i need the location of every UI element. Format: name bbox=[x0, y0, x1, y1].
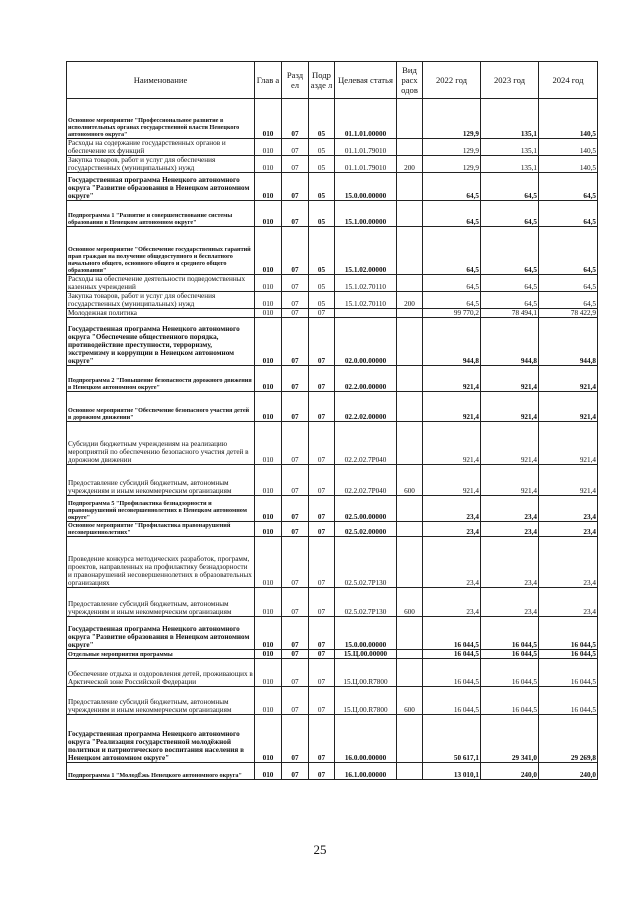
row-vid bbox=[397, 201, 423, 227]
row-value-2023: 23,4 bbox=[481, 588, 539, 617]
row-name: Проведение конкурса методических разработок, программ, проектов, направленных на профилактику безнадзорности и правонарушений несовершеннолетних в образовательных организациях bbox=[67, 537, 255, 588]
page-number: 25 bbox=[313, 842, 327, 857]
header-glava: Глав а bbox=[255, 62, 282, 99]
row-value-2023: 240,0 bbox=[481, 763, 539, 780]
row-podrazdel: 07 bbox=[309, 617, 335, 650]
row-vid bbox=[397, 392, 423, 422]
row-razdel: 07 bbox=[282, 465, 309, 496]
row-target-code: 15.Ц.00.R7800 bbox=[335, 687, 397, 715]
row-target-code: 01.1.01.79010 bbox=[335, 156, 397, 173]
row-value-2024: 921,4 bbox=[539, 366, 598, 392]
table-row bbox=[67, 422, 598, 465]
row-podrazdel: 05 bbox=[309, 156, 335, 173]
row-target-code: 15.Ц.00.R7800 bbox=[335, 659, 397, 687]
row-podrazdel: 05 bbox=[309, 275, 335, 292]
row-target-code: 02.5.02.7Р130 bbox=[335, 588, 397, 617]
row-name: Закупка товаров, работ и услуг для обеспечения государственных (муниципальных) нужд bbox=[67, 156, 255, 173]
row-podrazdel: 07 bbox=[309, 659, 335, 687]
row-target-code bbox=[335, 309, 397, 318]
table-row bbox=[67, 99, 598, 139]
table-row bbox=[67, 650, 598, 659]
row-glava: 010 bbox=[255, 201, 282, 227]
row-value-2024: 140,5 bbox=[539, 99, 598, 139]
row-value-2023: 16 044,5 bbox=[481, 617, 539, 650]
row-value-2022: 99 770,2 bbox=[423, 309, 481, 318]
row-glava: 010 bbox=[255, 687, 282, 715]
row-name: Основное мероприятие "Обеспечение безопасного участия детей в дорожном движении" bbox=[67, 392, 255, 422]
row-razdel: 07 bbox=[282, 659, 309, 687]
row-name: Основное мероприятие "Профессиональное развитие в исполнительных органах государственной власти Ненецкого автономного округа" bbox=[67, 99, 255, 139]
row-value-2023: 64,5 bbox=[481, 292, 539, 309]
row-razdel: 07 bbox=[282, 309, 309, 318]
row-value-2024: 64,5 bbox=[539, 292, 598, 309]
row-name: Расходы на обеспечение деятельности подведомственных казенных учреждений bbox=[67, 275, 255, 292]
budget-table-sheet bbox=[66, 61, 597, 780]
row-target-code: 16.0.00.00000 bbox=[335, 715, 397, 763]
table-row bbox=[67, 227, 598, 275]
row-glava: 010 bbox=[255, 763, 282, 780]
table-row bbox=[67, 588, 598, 617]
row-value-2022: 921,4 bbox=[423, 465, 481, 496]
row-vid bbox=[397, 318, 423, 366]
row-target-code: 02.2.00.00000 bbox=[335, 366, 397, 392]
row-value-2024: 29 269,8 bbox=[539, 715, 598, 763]
row-podrazdel: 07 bbox=[309, 422, 335, 465]
row-glava: 010 bbox=[255, 173, 282, 201]
table-row bbox=[67, 156, 598, 173]
row-vid: 200 bbox=[397, 292, 423, 309]
row-value-2023: 921,4 bbox=[481, 422, 539, 465]
row-value-2024: 944,8 bbox=[539, 318, 598, 366]
row-razdel: 07 bbox=[282, 318, 309, 366]
row-value-2023: 16 044,5 bbox=[481, 659, 539, 687]
table-row bbox=[67, 465, 598, 496]
row-target-code: 02.0.00.00000 bbox=[335, 318, 397, 366]
row-value-2024: 16 044,5 bbox=[539, 650, 598, 659]
row-value-2024: 64,5 bbox=[539, 201, 598, 227]
row-glava: 010 bbox=[255, 496, 282, 522]
header-2022: 2022 год bbox=[423, 62, 481, 99]
row-value-2023: 16 044,5 bbox=[481, 650, 539, 659]
row-podrazdel: 05 bbox=[309, 139, 335, 156]
header-target: Целевая статья bbox=[335, 62, 397, 99]
row-razdel: 07 bbox=[282, 422, 309, 465]
row-podrazdel: 07 bbox=[309, 465, 335, 496]
row-podrazdel: 07 bbox=[309, 687, 335, 715]
row-value-2022: 64,5 bbox=[423, 173, 481, 201]
row-podrazdel: 07 bbox=[309, 522, 335, 537]
row-razdel: 07 bbox=[282, 763, 309, 780]
row-value-2024: 140,5 bbox=[539, 156, 598, 173]
table-row bbox=[67, 309, 598, 318]
row-value-2023: 135,1 bbox=[481, 156, 539, 173]
table-row bbox=[67, 392, 598, 422]
row-podrazdel: 05 bbox=[309, 99, 335, 139]
row-podrazdel: 07 bbox=[309, 588, 335, 617]
row-value-2022: 129,9 bbox=[423, 156, 481, 173]
table-row bbox=[67, 537, 598, 588]
table-row bbox=[67, 173, 598, 201]
row-value-2022: 16 044,5 bbox=[423, 687, 481, 715]
row-value-2022: 129,9 bbox=[423, 99, 481, 139]
row-razdel: 07 bbox=[282, 392, 309, 422]
row-podrazdel: 07 bbox=[309, 537, 335, 588]
row-target-code: 02.5.02.7Р130 bbox=[335, 537, 397, 588]
row-value-2023: 23,4 bbox=[481, 522, 539, 537]
budget-table bbox=[66, 61, 598, 780]
row-glava: 010 bbox=[255, 465, 282, 496]
row-glava: 010 bbox=[255, 650, 282, 659]
row-value-2022: 13 010,1 bbox=[423, 763, 481, 780]
row-name: Молодежная политика bbox=[67, 309, 255, 318]
table-row bbox=[67, 522, 598, 537]
row-value-2022: 64,5 bbox=[423, 275, 481, 292]
row-glava: 010 bbox=[255, 715, 282, 763]
row-vid: 600 bbox=[397, 588, 423, 617]
row-value-2023: 23,4 bbox=[481, 537, 539, 588]
row-value-2024: 23,4 bbox=[539, 588, 598, 617]
row-name: Подпрограмма 1 "МолодЁжь Ненецкого автономного округа" bbox=[67, 763, 255, 780]
table-row bbox=[67, 617, 598, 650]
row-value-2022: 944,8 bbox=[423, 318, 481, 366]
row-glava: 010 bbox=[255, 99, 282, 139]
row-value-2024: 78 422,9 bbox=[539, 309, 598, 318]
row-razdel: 07 bbox=[282, 617, 309, 650]
table-row bbox=[67, 763, 598, 780]
row-name: Основное мероприятие "Профилактика правонарушений несовершеннолетних" bbox=[67, 522, 255, 537]
row-glava: 010 bbox=[255, 422, 282, 465]
row-value-2024: 16 044,5 bbox=[539, 659, 598, 687]
row-value-2022: 16 044,5 bbox=[423, 650, 481, 659]
row-target-code: 15.1.00.00000 bbox=[335, 201, 397, 227]
row-value-2022: 50 617,1 bbox=[423, 715, 481, 763]
row-vid bbox=[397, 309, 423, 318]
row-vid bbox=[397, 659, 423, 687]
row-name: Закупка товаров, работ и услуг для обеспечения государственных (муниципальных) нужд bbox=[67, 292, 255, 309]
row-target-code: 15.Ц.00.00000 bbox=[335, 650, 397, 659]
row-vid bbox=[397, 522, 423, 537]
row-name: Подпрограмма 5 "Профилактика безнадзорности и правонарушений несовершеннолетних в Ненецком автономном округе" bbox=[67, 496, 255, 522]
row-vid: 200 bbox=[397, 156, 423, 173]
row-value-2023: 921,4 bbox=[481, 392, 539, 422]
header-2023: 2023 год bbox=[481, 62, 539, 99]
row-vid bbox=[397, 422, 423, 465]
row-razdel: 07 bbox=[282, 156, 309, 173]
table-row bbox=[67, 275, 598, 292]
row-value-2022: 23,4 bbox=[423, 588, 481, 617]
row-value-2024: 921,4 bbox=[539, 422, 598, 465]
row-name: Предоставление субсидий бюджетным, автономным учреждениям и иным некоммерческим организациям bbox=[67, 687, 255, 715]
row-glava: 010 bbox=[255, 588, 282, 617]
row-name: Предоставление субсидий бюджетным, автономным учреждениям и иным некоммерческим организациям bbox=[67, 588, 255, 617]
row-target-code: 15.1.02.70110 bbox=[335, 292, 397, 309]
row-value-2023: 921,4 bbox=[481, 465, 539, 496]
row-target-code: 15.0.00.00000 bbox=[335, 617, 397, 650]
row-razdel: 07 bbox=[282, 173, 309, 201]
row-vid bbox=[397, 537, 423, 588]
row-target-code: 02.2.02.7Р040 bbox=[335, 422, 397, 465]
row-value-2022: 921,4 bbox=[423, 366, 481, 392]
row-value-2024: 240,0 bbox=[539, 763, 598, 780]
row-razdel: 07 bbox=[282, 227, 309, 275]
row-name: Предоставление субсидий бюджетным, автономным учреждениям и иным некоммерческим организациям bbox=[67, 465, 255, 496]
row-razdel: 07 bbox=[282, 715, 309, 763]
row-razdel: 07 bbox=[282, 496, 309, 522]
row-value-2022: 64,5 bbox=[423, 292, 481, 309]
table-row bbox=[67, 659, 598, 687]
row-razdel: 07 bbox=[282, 537, 309, 588]
header-2024: 2024 год bbox=[539, 62, 598, 99]
row-value-2022: 64,5 bbox=[423, 227, 481, 275]
row-value-2024: 64,5 bbox=[539, 275, 598, 292]
row-razdel: 07 bbox=[282, 275, 309, 292]
row-vid bbox=[397, 173, 423, 201]
row-glava: 010 bbox=[255, 309, 282, 318]
row-value-2023: 23,4 bbox=[481, 496, 539, 522]
row-razdel: 07 bbox=[282, 366, 309, 392]
row-target-code: 01.1.01.79010 bbox=[335, 139, 397, 156]
row-name: Государственная программа Ненецкого автономного округа "Развитие образования в Ненецком автономном округе" bbox=[67, 173, 255, 201]
table-row bbox=[67, 318, 598, 366]
header-razdel: Разд ел bbox=[282, 62, 309, 99]
table-body bbox=[67, 99, 598, 780]
row-value-2023: 16 044,5 bbox=[481, 687, 539, 715]
row-value-2024: 23,4 bbox=[539, 537, 598, 588]
row-value-2023: 135,1 bbox=[481, 99, 539, 139]
table-row bbox=[67, 201, 598, 227]
row-podrazdel: 07 bbox=[309, 650, 335, 659]
table-row bbox=[67, 139, 598, 156]
row-value-2024: 16 044,5 bbox=[539, 687, 598, 715]
row-value-2024: 23,4 bbox=[539, 522, 598, 537]
row-podrazdel: 05 bbox=[309, 201, 335, 227]
header-podrazdel: Подр азде л bbox=[309, 62, 335, 99]
row-podrazdel: 05 bbox=[309, 292, 335, 309]
row-target-code: 01.1.01.00000 bbox=[335, 99, 397, 139]
row-value-2024: 16 044,5 bbox=[539, 617, 598, 650]
row-glava: 010 bbox=[255, 156, 282, 173]
row-value-2022: 16 044,5 bbox=[423, 659, 481, 687]
row-glava: 010 bbox=[255, 522, 282, 537]
row-glava: 010 bbox=[255, 366, 282, 392]
row-podrazdel: 07 bbox=[309, 366, 335, 392]
row-razdel: 07 bbox=[282, 292, 309, 309]
row-target-code: 02.5.02.00000 bbox=[335, 522, 397, 537]
row-value-2022: 23,4 bbox=[423, 537, 481, 588]
row-razdel: 07 bbox=[282, 687, 309, 715]
table-row bbox=[67, 687, 598, 715]
row-value-2022: 129,9 bbox=[423, 139, 481, 156]
row-value-2023: 64,5 bbox=[481, 275, 539, 292]
row-target-code: 15.1.02.00000 bbox=[335, 227, 397, 275]
row-target-code: 02.2.02.7Р040 bbox=[335, 465, 397, 496]
row-value-2023: 78 494,1 bbox=[481, 309, 539, 318]
row-value-2022: 23,4 bbox=[423, 496, 481, 522]
row-vid: 600 bbox=[397, 465, 423, 496]
row-podrazdel: 07 bbox=[309, 763, 335, 780]
row-razdel: 07 bbox=[282, 650, 309, 659]
row-vid bbox=[397, 139, 423, 156]
row-target-code: 02.5.00.00000 bbox=[335, 496, 397, 522]
row-value-2022: 921,4 bbox=[423, 422, 481, 465]
row-glava: 010 bbox=[255, 617, 282, 650]
row-value-2024: 64,5 bbox=[539, 173, 598, 201]
row-value-2023: 135,1 bbox=[481, 139, 539, 156]
row-value-2023: 29 341,0 bbox=[481, 715, 539, 763]
header-vid: Вид расх одов bbox=[397, 62, 423, 99]
row-razdel: 07 bbox=[282, 522, 309, 537]
row-value-2023: 921,4 bbox=[481, 366, 539, 392]
row-vid bbox=[397, 617, 423, 650]
row-podrazdel: 05 bbox=[309, 227, 335, 275]
row-name: Государственная программа Ненецкого автономного округа "Развитие образования в Ненецком автономном округе" bbox=[67, 617, 255, 650]
row-value-2024: 921,4 bbox=[539, 392, 598, 422]
row-value-2023: 64,5 bbox=[481, 201, 539, 227]
row-target-code: 02.2.02.00000 bbox=[335, 392, 397, 422]
row-razdel: 07 bbox=[282, 588, 309, 617]
row-target-code: 15.0.00.00000 bbox=[335, 173, 397, 201]
row-podrazdel: 07 bbox=[309, 318, 335, 366]
table-row bbox=[67, 366, 598, 392]
row-glava: 010 bbox=[255, 537, 282, 588]
row-target-code: 15.1.02.70110 bbox=[335, 275, 397, 292]
row-value-2023: 944,8 bbox=[481, 318, 539, 366]
row-glava: 010 bbox=[255, 227, 282, 275]
row-podrazdel: 07 bbox=[309, 715, 335, 763]
row-name: Основное мероприятие "Обеспечение государственных гарантий прав граждан на получение общедоступного и бесплатного начального общего, основного общего и среднего общего образования" bbox=[67, 227, 255, 275]
row-value-2022: 16 044,5 bbox=[423, 617, 481, 650]
row-glava: 010 bbox=[255, 318, 282, 366]
row-podrazdel: 05 bbox=[309, 173, 335, 201]
row-glava: 010 bbox=[255, 659, 282, 687]
row-vid: 600 bbox=[397, 687, 423, 715]
table-row bbox=[67, 496, 598, 522]
header-name: Наименование bbox=[67, 62, 255, 99]
row-vid bbox=[397, 715, 423, 763]
row-name: Расходы на содержание государственных органов и обеспечение их функций bbox=[67, 139, 255, 156]
row-razdel: 07 bbox=[282, 99, 309, 139]
table-row bbox=[67, 292, 598, 309]
row-podrazdel: 07 bbox=[309, 309, 335, 318]
row-value-2022: 23,4 bbox=[423, 522, 481, 537]
row-vid bbox=[397, 99, 423, 139]
row-glava: 010 bbox=[255, 275, 282, 292]
row-glava: 010 bbox=[255, 139, 282, 156]
row-glava: 010 bbox=[255, 292, 282, 309]
row-value-2024: 921,4 bbox=[539, 465, 598, 496]
row-name: Государственная программа Ненецкого автономного округа "Реализация государственной молодёжной политики и патриотического воспитания населения в Ненецком автономном округе" bbox=[67, 715, 255, 763]
row-value-2022: 921,4 bbox=[423, 392, 481, 422]
row-name: Обеспечение отдыха и оздоровления детей, проживающих в Арктической зоне Российской Федерации bbox=[67, 659, 255, 687]
row-name: Подпрограмма 2 "Повышение безопасности дорожного движения в Ненецком автономном округе" bbox=[67, 366, 255, 392]
row-vid bbox=[397, 763, 423, 780]
row-name: Отдельные мероприятия программы bbox=[67, 650, 255, 659]
row-vid bbox=[397, 650, 423, 659]
row-value-2023: 64,5 bbox=[481, 227, 539, 275]
row-value-2022: 64,5 bbox=[423, 201, 481, 227]
row-vid bbox=[397, 227, 423, 275]
table-header-row bbox=[67, 62, 598, 99]
table-row bbox=[67, 715, 598, 763]
row-vid bbox=[397, 275, 423, 292]
row-value-2023: 64,5 bbox=[481, 173, 539, 201]
row-glava: 010 bbox=[255, 392, 282, 422]
row-name: Подпрограмма 1 "Развитие и совершенствование системы образования в Ненецком автономном округе" bbox=[67, 201, 255, 227]
row-name: Субсидии бюджетным учреждениям на реализацию мероприятий по обеспечению безопасного участия детей в дорожном движении bbox=[67, 422, 255, 465]
row-value-2024: 140,5 bbox=[539, 139, 598, 156]
row-value-2024: 64,5 bbox=[539, 227, 598, 275]
row-vid bbox=[397, 366, 423, 392]
row-razdel: 07 bbox=[282, 139, 309, 156]
row-podrazdel: 07 bbox=[309, 496, 335, 522]
row-podrazdel: 07 bbox=[309, 392, 335, 422]
row-name: Государственная программа Ненецкого автономного округа "Обеспечение общественного порядка, противодействие преступности, терроризму, экстремизму и коррупции в Ненецком автономном округе" bbox=[67, 318, 255, 366]
row-value-2024: 23,4 bbox=[539, 496, 598, 522]
row-vid bbox=[397, 496, 423, 522]
row-target-code: 16.1.00.00000 bbox=[335, 763, 397, 780]
row-razdel: 07 bbox=[282, 201, 309, 227]
